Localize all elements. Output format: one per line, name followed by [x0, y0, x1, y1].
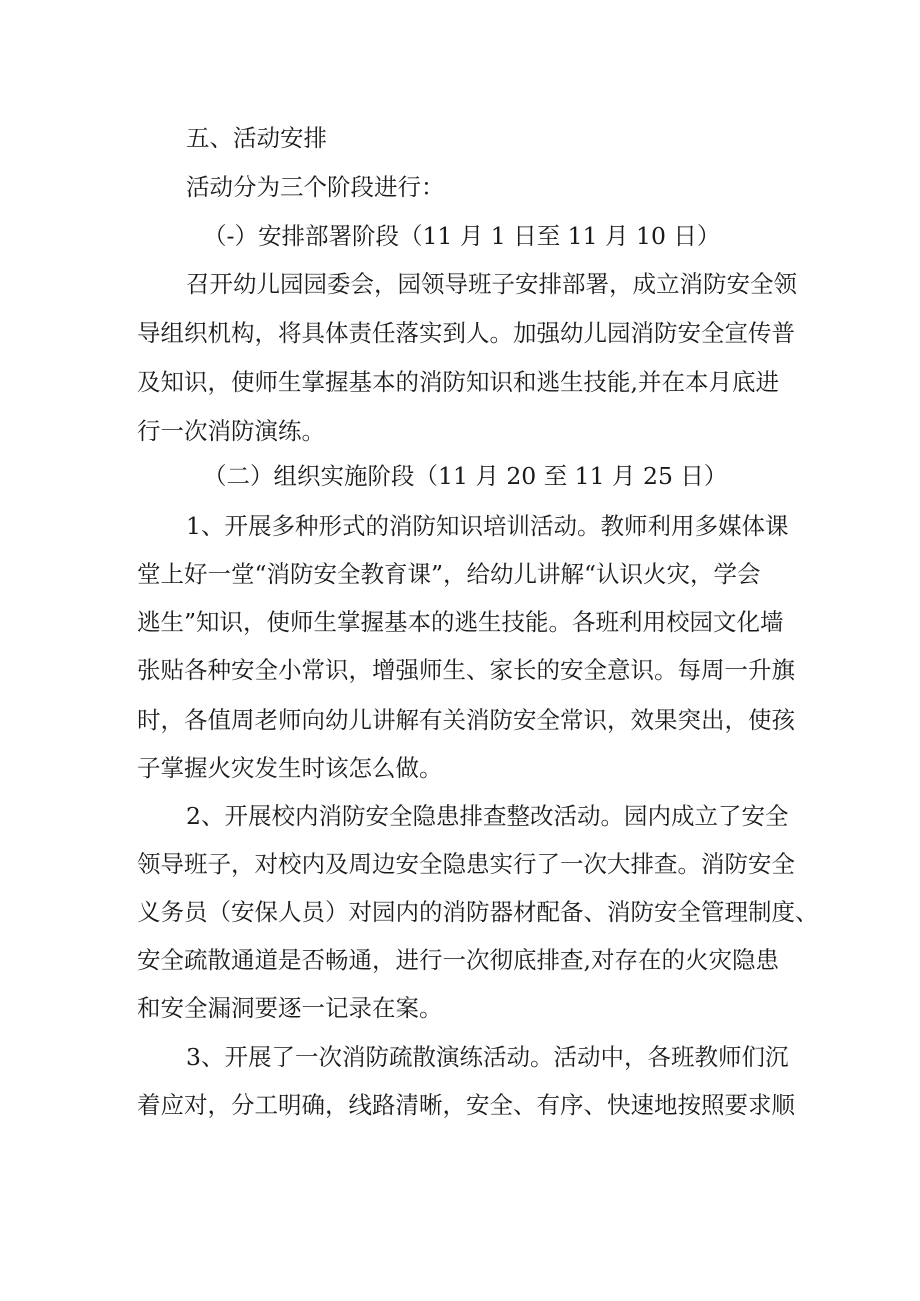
body-line: 张贴各种安全小常识，增强师生、家长的安全意识。每周一升旗 — [137, 656, 795, 684]
body-line: 堂上好一堂“消防安全教育课”，给幼儿讲解“认识火灾，学会 — [137, 560, 761, 588]
body-line: 子掌握火灾发生时该怎么做。 — [137, 754, 443, 782]
body-line: 义务员（安保人员）对园内的消防器材配备、消防安全管理制度、 — [137, 898, 819, 926]
body-line: 行一次消防演练。 — [137, 417, 325, 445]
body-line: 和安全漏洞要逐一记录在案。 — [137, 994, 443, 1022]
body-line: 召开幼儿园园委会，园领导班子安排部署，成立消防安全领 — [186, 270, 797, 298]
body-line: 时，各值周老师向幼儿讲解有关消防安全常识，效果突出，使孩 — [137, 706, 795, 734]
body-line: 导组织机构，将具体责任落实到人。加强幼儿园消防安全宣传普 — [137, 319, 795, 347]
section-heading: 五、活动安排 — [186, 124, 327, 152]
stage-two-heading: （二）组织实施阶段（11 月 20 至 11 月 25 日） — [203, 462, 728, 490]
body-line: 3、开展了一次消防疏散演练活动。活动中，各班教师们沉 — [186, 1043, 789, 1071]
intro-line: 活动分为三个阶段进行： — [186, 173, 445, 201]
body-line: 及知识，使师生掌握基本的消防知识和逃生技能,并在本月底进 — [137, 368, 779, 396]
body-line: 安全疏散通道是否畅通，进行一次彻底排查,对存在的火灾隐患 — [137, 946, 779, 974]
body-line: 1、开展多种形式的消防知识培训活动。教师利用多媒体课 — [186, 512, 789, 540]
stage-one-heading: （-）安排部署阶段（11 月 1 日至 11 月 10 日） — [203, 222, 721, 250]
body-line: 2、开展校内消防安全隐患排查整改活动。园内成立了安全 — [186, 802, 789, 830]
body-line: 逃生”知识，使师生掌握基本的逃生技能。各班利用校园文化墙 — [137, 608, 784, 636]
body-line: 领导班子，对校内及周边安全隐患实行了一次大排查。消防安全 — [137, 850, 795, 878]
body-line: 着应对，分工明确，线路清晰，安全、有序、快速地按照要求顺 — [137, 1091, 795, 1119]
